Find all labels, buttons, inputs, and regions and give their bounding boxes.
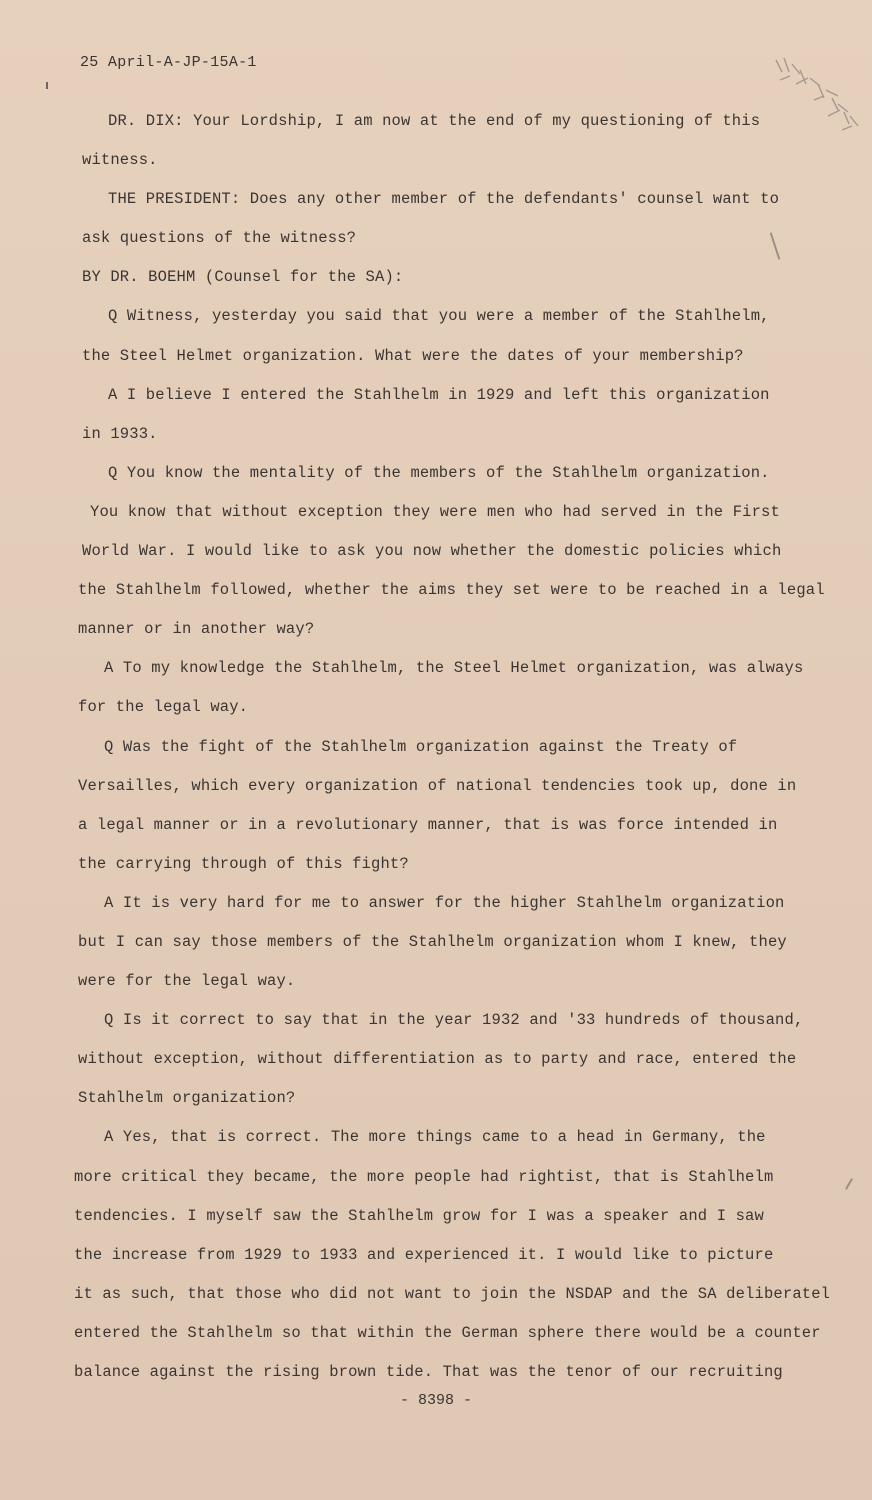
text-line: A To my knowledge the Stahlhelm, the Steel Helmet organization, was always — [104, 659, 804, 678]
margin-mark — [845, 1178, 853, 1189]
text-line: were for the legal way. — [78, 972, 296, 991]
page-number: - 8398 - — [399, 1392, 472, 1409]
text-line: the carrying through of this fight? — [78, 854, 409, 873]
text-line: tendencies. I myself saw the Stahlhelm grow for I was a speaker and I saw — [74, 1206, 764, 1225]
text-line: A Yes, that is correct. The more things came to a head in Germany, the — [104, 1128, 766, 1147]
text-line: Q You know the mentality of the members of the Stahlhelm organization. — [108, 463, 770, 482]
text-line: BY DR. BOEHM (Counsel for the SA): — [82, 268, 404, 287]
transcript-body — [74, 102, 844, 1392]
margin-mark — [46, 82, 48, 89]
text-line: manner or in another way? — [78, 620, 315, 639]
text-line: witness. — [82, 151, 158, 170]
text-line: in 1933. — [82, 424, 158, 443]
text-line: balance against the rising brown tide. That was the tenor of our recruiting — [74, 1363, 783, 1381]
text-line: Q Was the fight of the Stahlhelm organization against the Treaty of — [104, 737, 738, 756]
text-line: a legal manner or in a revolutionary manner, that is was force intended in — [78, 815, 778, 834]
text-line: for the legal way. — [78, 698, 249, 717]
text-line: World War. I would like to ask you now whether the domestic policies which — [82, 542, 782, 561]
text-line: DR. DIX: Your Lordship, I am now at the end of my questioning of this — [108, 112, 761, 130]
text-line: THE PRESIDENT: Does any other member of the defendants' counsel want to — [108, 190, 780, 209]
text-line: the Steel Helmet organization. What were the dates of your membership? — [82, 346, 744, 365]
text-line: entered the Stahlhelm so that within the German sphere there would be a counter — [74, 1323, 821, 1342]
text-line: more critical they became, the more people had rightist, that is Stahlhelm — [74, 1167, 774, 1186]
text-line: A I believe I entered the Stahlhelm in 1929 and left this organization — [108, 385, 770, 404]
text-line: the Stahlhelm followed, whether the aims they set were to be reached in a legal — [78, 581, 825, 600]
text-line: A It is very hard for me to answer for the higher Stahlhelm organization — [104, 893, 785, 912]
page-header: 25 April-A-JP-15A-1 — [80, 54, 257, 71]
text-line: Versailles, which every organization of national tendencies took up, done in — [78, 776, 797, 795]
text-line: Q Witness, yesterday you said that you were a member of the Stahlhelm, — [108, 307, 770, 326]
text-line: the increase from 1929 to 1933 and experienced it. I would like to picture — [74, 1245, 774, 1264]
text-line: it as such, that those who did not want to join the NSDAP and the SA deliberatel — [74, 1284, 831, 1303]
text-line: You know that without exception they were men who had served in the First — [90, 502, 780, 521]
text-line: but I can say those members of the Stahlhelm organization whom I knew, they — [78, 932, 787, 951]
text-line: ask questions of the witness? — [82, 229, 357, 248]
text-line: Stahlhelm organization? — [78, 1089, 296, 1108]
text-line: Q Is it correct to say that in the year 1932 and '33 hundreds of thousand, — [104, 1011, 804, 1030]
text-line: without exception, without differentiation as to party and race, entered the — [78, 1050, 797, 1069]
